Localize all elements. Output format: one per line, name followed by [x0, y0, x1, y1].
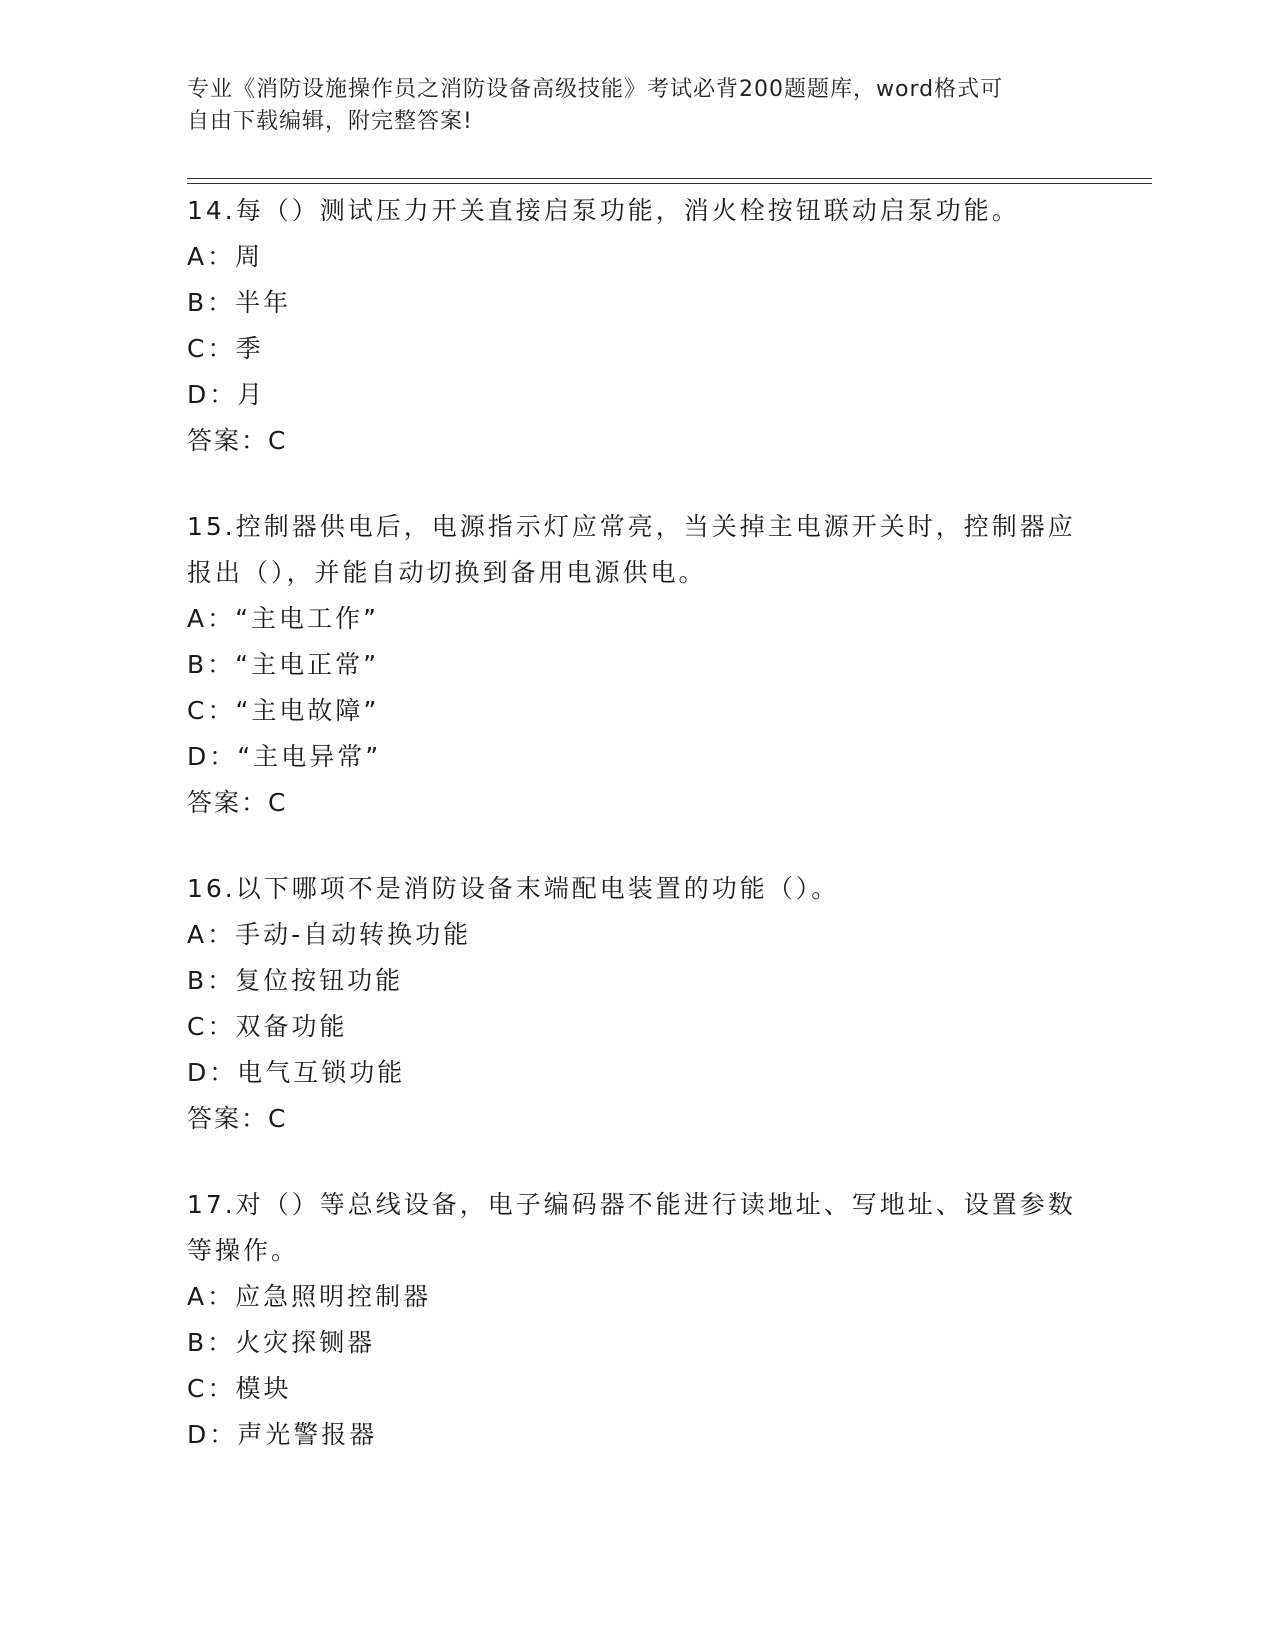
- option-d: D：声光警报器: [187, 1420, 378, 1449]
- option-c: C：模块: [187, 1374, 292, 1403]
- question-16: [187, 866, 1087, 1142]
- question-14: [187, 188, 1087, 464]
- option-a: A：周: [187, 242, 264, 271]
- answer: 答案：C: [187, 426, 288, 455]
- option-b: B：复位按钮功能: [187, 966, 404, 995]
- header-line-1: 专业《消防设施操作员之消防设备高级技能》考试必背200题题库，word格式可: [187, 77, 1004, 102]
- option-d: D：“主电异常”: [187, 742, 382, 771]
- answer: 答案：C: [187, 788, 288, 817]
- option-c: C：季: [187, 334, 264, 363]
- option-d: D：月: [187, 380, 266, 409]
- document-header: [187, 74, 1067, 138]
- header-divider-bottom: [187, 183, 1152, 184]
- option-c: C：“主电故障”: [187, 696, 380, 725]
- option-b: B：半年: [187, 288, 292, 317]
- question-17: [187, 1182, 1087, 1458]
- question-stem: 15.控制器供电后，电源指示灯应常亮，当关掉主电源开关时，控制器应报出（），并能自动切换到备用电源供电。: [187, 512, 1076, 587]
- option-a: A：手动-自动转换功能: [187, 920, 472, 949]
- header-line-2: 自由下载编辑，附完整答案!: [187, 109, 473, 134]
- question-stem: 17.对（）等总线设备，电子编码器不能进行读地址、写地址、设置参数等操作。: [187, 1190, 1076, 1265]
- option-a: A：应急照明控制器: [187, 1282, 432, 1311]
- question-list: [187, 188, 1087, 1498]
- answer: 答案：C: [187, 1104, 288, 1133]
- question-stem: 16.以下哪项不是消防设备末端配电装置的功能（）。: [187, 874, 840, 903]
- option-d: D：电气互锁功能: [187, 1058, 406, 1087]
- option-a: A：“主电工作”: [187, 604, 380, 633]
- question-15: [187, 504, 1087, 826]
- question-stem: 14.每（）测试压力开关直接启泵功能，消火栓按钮联动启泵功能。: [187, 196, 1020, 225]
- option-c: C：双备功能: [187, 1012, 348, 1041]
- header-divider-top: [187, 178, 1152, 179]
- option-b: B：“主电正常”: [187, 650, 380, 679]
- option-b: B：火灾探铡器: [187, 1328, 376, 1357]
